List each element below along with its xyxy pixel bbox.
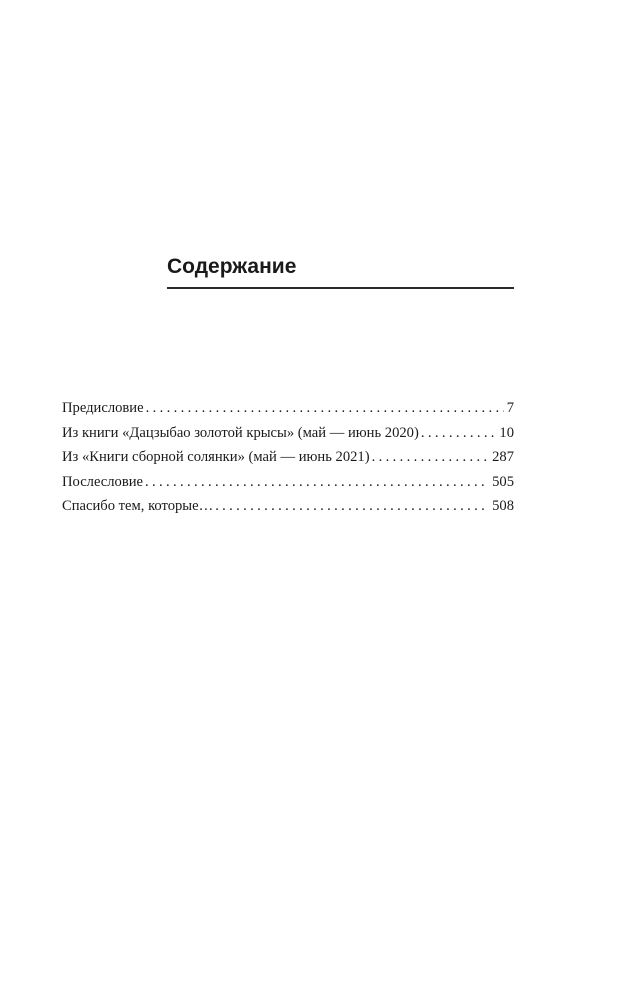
toc-entry-page-number: 505 <box>492 473 514 490</box>
table-of-contents <box>62 396 514 519</box>
toc-entry-label: Из «Книги сборной солянки» (май — июнь 2021) <box>62 449 370 466</box>
toc-entry-preface[interactable] <box>62 396 514 421</box>
dot-leader <box>215 494 489 519</box>
toc-entry-acknowledgements[interactable] <box>62 494 514 519</box>
dot-leader <box>421 421 497 446</box>
toc-entry-page-number: 10 <box>499 424 514 441</box>
title-underline <box>167 287 514 289</box>
toc-entry-label: Предисловие <box>62 400 144 416</box>
toc-entry-page-number: 287 <box>492 449 514 466</box>
toc-entry-afterword[interactable] <box>62 470 514 495</box>
toc-entry-label: Из книги «Дацзыбао золотой крысы» (май — июнь 2020) <box>62 424 419 441</box>
toc-entry-golden-rat[interactable] <box>62 421 514 446</box>
toc-entry-page-number: 508 <box>492 498 514 515</box>
toc-entry-label: Спасибо тем, которые… <box>62 498 214 515</box>
dot-leader <box>146 396 504 421</box>
dot-leader <box>372 445 490 470</box>
toc-entry-label: Послесловие <box>62 473 144 490</box>
contents-heading-block <box>167 252 514 289</box>
dot-leader <box>145 470 489 495</box>
page-title: Содержание <box>167 255 297 278</box>
toc-entry-page-number: 7 <box>506 400 514 416</box>
toc-entry-solyanka[interactable] <box>62 445 514 470</box>
